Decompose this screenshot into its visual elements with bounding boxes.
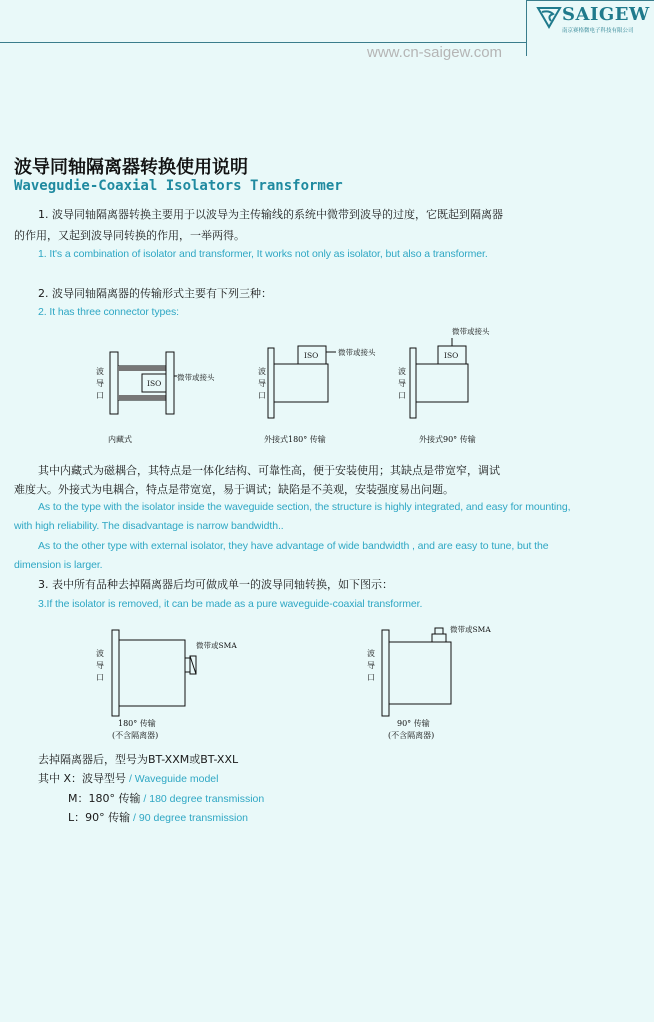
caption-90-line1: 90° 传输 <box>397 719 430 728</box>
saigew-logo[interactable] <box>537 4 649 40</box>
section1-cn-line2: 的作用，又起到波导同转换的作用，一举两得。 <box>14 229 245 242</box>
connector-label-3: 微带或接头 <box>452 327 490 336</box>
iso-label-3: ISO <box>444 351 459 360</box>
iso-label-2: ISO <box>304 351 319 360</box>
waveguide-port-label-3: 波 导 口 <box>398 367 406 400</box>
model-m-row <box>68 789 264 809</box>
section2-en: 2. It has three connector types: <box>38 306 179 318</box>
model-l-cn: L：90° 传输 <box>68 811 131 824</box>
builtin-type-drawing <box>110 352 177 414</box>
connector-label-2: 微带或接头 <box>338 348 376 357</box>
brand-subtitle: 南京赛格微电子科技有限公司 <box>562 28 634 34</box>
connector-label-180: 微带或SMA <box>196 641 237 650</box>
header-rule <box>0 42 526 43</box>
header-rule-top <box>526 0 654 1</box>
caption-90-line2: (不含隔离器) <box>388 731 435 740</box>
transformer-diagram <box>100 618 491 718</box>
website-url[interactable]: www.cn-saigew.com <box>367 44 503 61</box>
model-l-en: / 90 degree transmission <box>130 812 249 824</box>
connector-label-90: 微带或SMA <box>450 625 491 634</box>
caption-external-90: 外接式90° 传输 <box>419 435 476 444</box>
external-180-drawing <box>268 346 336 418</box>
para-cn-line1: 其中内藏式为磁耦合，其特点是一体化结构、可靠性高，便于安装使用；其缺点是带宽窄，调试 <box>38 464 500 477</box>
model-x-cn: 其中 X：波导型号 <box>38 772 127 785</box>
model-m-cn: M：180° 传输 <box>68 792 141 805</box>
caption-180-line2: (不含隔离器) <box>112 731 159 740</box>
model-m-en: / 180 degree transmission <box>140 793 265 805</box>
caption-builtin: 内藏式 <box>108 435 132 444</box>
waveguide-port-label-1: 波 导 口 <box>96 367 104 400</box>
model-x-row <box>38 769 218 789</box>
caption-180-line1: 180° 传输 <box>118 719 156 728</box>
transformer-180-drawing <box>112 630 196 716</box>
waveguide-port-label-5: 波 导 口 <box>367 649 375 682</box>
connector-label-1: 微带或接头 <box>177 373 215 382</box>
model-l-row <box>68 808 248 828</box>
section1-en: 1. It's a combination of isolator and transformer, It works not only as isolator, but also a transformer. <box>38 248 488 260</box>
para-en1-line1: As to the type with the isolator inside the waveguide section, the structure is highly integrated, and easy for mounting, <box>38 501 571 513</box>
connector-types-diagram <box>80 322 520 422</box>
external-90-drawing <box>410 338 468 418</box>
section2-cn: 2. 波导同轴隔离器的传输形式主要有下列三种： <box>38 287 272 300</box>
waveguide-port-label-4: 波 导 口 <box>96 649 104 682</box>
header-divider <box>526 0 527 56</box>
page-title-en: Wavegudie-Coaxial Isolators Transformer <box>14 178 343 194</box>
section3-en: 3.If the isolator is removed, it can be made as a pure waveguide-coaxial transformer. <box>38 598 423 610</box>
para-en2-line1: As to the other type with external isolator, they have advantage of wide bandwidth , and are easy to tune, but the <box>38 540 549 552</box>
section1-cn-line1: 1. 波导同轴隔离器转换主要用于以波导为主传输线的系统中微带到波导的过度，它既起到隔离器 <box>38 208 503 221</box>
page-title-cn: 波导同轴隔离器转换使用说明 <box>14 157 248 178</box>
saigew-emblem-icon <box>537 6 561 28</box>
iso-label-1: ISO <box>147 379 162 388</box>
model-x-en: / Waveguide model <box>126 773 219 785</box>
brand-name: SAIGEW <box>562 4 650 25</box>
section3-cn: 3. 表中所有品种去掉隔离器后均可做成单一的波导同轴转换，如下图示： <box>38 578 393 591</box>
transformer-90-drawing <box>382 628 451 716</box>
waveguide-port-label-2: 波 导 口 <box>258 367 266 400</box>
para-cn-line2: 难度大。外接式为电耦合，特点是带宽宽，易于调试；缺陷是不美观，安装强度易出问题。 <box>14 483 454 496</box>
caption-external-180: 外接式180° 传输 <box>264 435 326 444</box>
model-line: 去掉隔离器后，型号为BT-XXM或BT-XXL <box>38 753 239 766</box>
para-en1-line2: with high reliability. The disadvantage is narrow bandwidth.. <box>14 520 284 532</box>
para-en2-line2: dimension is larger. <box>14 559 103 571</box>
